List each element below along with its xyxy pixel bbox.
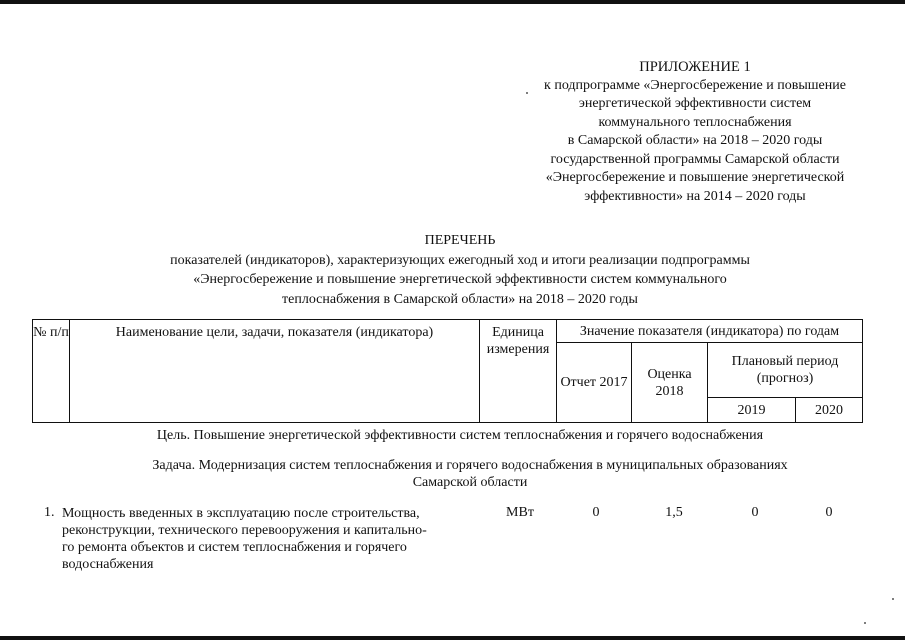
appendix-line: коммунального теплоснабжения — [598, 114, 792, 130]
scan-edge-bottom — [0, 636, 905, 640]
row-value-2017: 0 — [592, 505, 600, 520]
header-estimate-2018: Оценка 2018 — [632, 343, 708, 423]
goal-statement: Цель. Повышение энергетической эффективности систем теплоснабжения и горячего водоснабжения — [156, 428, 764, 443]
header-number: № п/п — [33, 320, 70, 423]
header-year-2020: 2020 — [796, 398, 863, 423]
row-unit: МВт — [506, 505, 534, 520]
header-unit: Единица измерения — [480, 320, 557, 423]
appendix-line: эффективности» на 2014 – 2020 годы — [584, 188, 806, 204]
header-indicator-name: Наименование цели, задачи, показателя (индикатора) — [70, 320, 480, 423]
appendix-line: государственной программы Самарской области — [550, 151, 840, 167]
indicator-table-header — [32, 319, 863, 423]
header-values-by-year: Значение показателя (индикатора) по годам — [557, 320, 863, 343]
row-name-line: водоснабжения — [62, 557, 154, 572]
heading-line: «Энергосбережение и повышение энергетической эффективности систем коммунального — [193, 272, 727, 287]
task-line: Самарской области — [412, 475, 528, 490]
document-heading — [110, 231, 810, 309]
scan-speck — [864, 622, 866, 624]
appendix-line: в Самарской области» на 2018 – 2020 годы — [567, 133, 823, 148]
row-name-line: Мощность введенных в эксплуатацию после строительства, — [62, 506, 420, 521]
heading-title: ПЕРЕЧЕНЬ — [424, 233, 496, 248]
scan-speck — [526, 92, 528, 94]
row-value-2019: 0 — [751, 505, 759, 520]
appendix-line: энергетической эффективности систем — [578, 96, 812, 111]
appendix-block — [520, 58, 870, 206]
row-name-line: реконструкции, технического перевооружения и капитально- — [62, 523, 427, 538]
row-number: 1. — [44, 505, 55, 520]
heading-line: показателей (индикаторов), характеризующих ежегодный ход и итоги реализации подпрограммы — [170, 252, 750, 268]
header-plan-period: Плановый период (прогноз) — [708, 343, 863, 398]
row-value-2018: 1,5 — [665, 505, 683, 520]
header-report-2017: Отчет 2017 — [557, 343, 632, 423]
row-name-line: го ремонта объектов и систем теплоснабжения и горячего — [62, 540, 407, 555]
row-value-2020: 0 — [825, 505, 833, 520]
heading-line: теплоснабжения в Самарской области» на 2018 – 2020 годы — [282, 291, 638, 307]
scan-edge-top — [0, 0, 905, 4]
task-line: Задача. Модернизация систем теплоснабжения и горячего водоснабжения в муниципальных образованиях — [152, 458, 788, 473]
appendix-title: ПРИЛОЖЕНИЕ 1 — [639, 59, 751, 75]
task-statement — [100, 457, 840, 491]
header-year-2019: 2019 — [708, 398, 796, 423]
appendix-line: «Энергосбережение и повышение энергетической — [545, 170, 845, 185]
appendix-line: к подпрограмме «Энергосбережение и повышение — [544, 77, 846, 93]
row-indicator-name — [62, 505, 476, 573]
scan-speck — [892, 598, 894, 600]
